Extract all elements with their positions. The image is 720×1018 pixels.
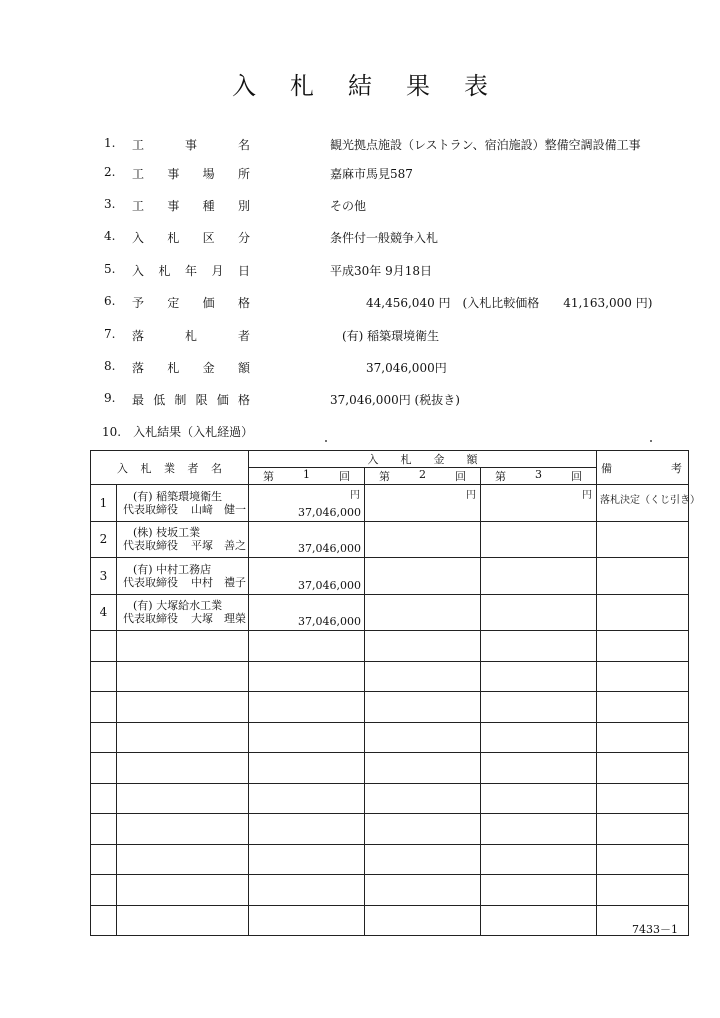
label-char: 最: [132, 393, 145, 407]
label-char: 落: [132, 361, 145, 375]
label-char: 者: [237, 329, 250, 343]
empty-cell: [91, 722, 117, 753]
representative-name: 平塚 善之: [191, 539, 246, 553]
row-number: 3: [91, 558, 117, 595]
empty-cell: [117, 905, 249, 936]
empty-cell: [481, 692, 597, 723]
label-char: 種: [202, 199, 215, 213]
label-char: 月: [211, 264, 224, 278]
empty-cell: [481, 661, 597, 692]
label-char: 低: [153, 393, 166, 407]
info-number: 1.: [104, 136, 116, 150]
round-part: 回: [571, 470, 582, 483]
header-char: 入: [367, 453, 379, 466]
label-char: 制: [174, 393, 187, 407]
info-label: [132, 294, 250, 311]
row-number: 1: [91, 485, 117, 522]
empty-cell: [365, 722, 481, 753]
header-remarks: [597, 451, 689, 485]
empty-cell: [117, 631, 249, 662]
empty-table-row: [91, 783, 689, 814]
round-3-amount: [481, 558, 597, 595]
info-value: 44,456,040 円 (入札比較価格 41,163,000 円): [330, 296, 653, 310]
info-row: [0, 359, 720, 379]
empty-cell: [117, 783, 249, 814]
info-label: [132, 391, 250, 408]
empty-table-row: [91, 722, 689, 753]
label-char: 分: [237, 231, 250, 245]
empty-cell: [365, 814, 481, 845]
header-round-1: [249, 468, 365, 485]
label-char: 場: [202, 167, 215, 181]
representative-title: 代表取締役: [123, 612, 178, 626]
info-label: [132, 262, 250, 279]
label-char: 札: [167, 361, 180, 375]
empty-cell: [117, 661, 249, 692]
empty-table-row: [91, 905, 689, 936]
remark-cell: 落札決定（くじ引き）: [597, 485, 689, 522]
label-char: 限: [195, 393, 208, 407]
label-char: 事: [167, 199, 180, 213]
empty-cell: [249, 692, 365, 723]
header-round-3: [481, 468, 597, 485]
label-char: 所: [237, 167, 250, 181]
info-value: 平成30年 9月18日: [330, 264, 432, 278]
label-char: 札: [167, 231, 180, 245]
title-char: 入: [232, 72, 290, 100]
empty-cell: [117, 692, 249, 723]
round-part: 2: [419, 468, 426, 481]
scan-speck: [650, 440, 652, 442]
info-value: (有) 稲築環境衛生: [330, 329, 440, 343]
label-char: 事: [184, 138, 197, 152]
empty-cell: [481, 814, 597, 845]
empty-cell: [91, 875, 117, 906]
representative: [123, 612, 248, 625]
representative-title: 代表取締役: [123, 502, 178, 516]
empty-cell: [91, 814, 117, 845]
label-char: 札: [184, 329, 197, 343]
empty-cell: [91, 905, 117, 936]
empty-cell: [249, 844, 365, 875]
round-2-amount: [365, 594, 481, 631]
header-char: 入: [117, 461, 128, 475]
section-10-heading: 10. 入札結果（入札経過）: [102, 425, 254, 439]
empty-cell: [597, 753, 689, 784]
bidder-cell: [117, 521, 249, 558]
round-2-amount: [365, 485, 481, 522]
label-char: 格: [237, 393, 250, 407]
info-row: [0, 327, 720, 347]
empty-cell: [249, 875, 365, 906]
bidder-cell: [117, 485, 249, 522]
round-2-amount: [365, 558, 481, 595]
label-char: 別: [237, 199, 250, 213]
header-char: 業: [164, 461, 175, 475]
label-char: 予: [132, 296, 145, 310]
empty-table-row: [91, 875, 689, 906]
round-part: 第: [379, 470, 390, 483]
info-label: [132, 359, 250, 376]
label-char: 区: [202, 231, 215, 245]
representative: [123, 576, 248, 589]
representative-name: 大塚 理榮: [191, 612, 246, 626]
round-3-amount: [481, 521, 597, 558]
representative-name: 山﨑 健一: [191, 502, 246, 516]
empty-cell: [597, 814, 689, 845]
empty-cell: [481, 753, 597, 784]
empty-cell: [249, 783, 365, 814]
label-char: 工: [132, 199, 145, 213]
empty-cell: [481, 844, 597, 875]
header-bid-amount: [249, 451, 597, 468]
title-char: 表: [464, 72, 522, 100]
bid-amount: 37,046,000: [298, 542, 361, 555]
label-char: 金: [202, 361, 215, 375]
empty-cell: [365, 661, 481, 692]
empty-cell: [117, 753, 249, 784]
bid-results-table: [90, 450, 700, 936]
empty-cell: [597, 875, 689, 906]
empty-cell: [91, 661, 117, 692]
info-number: 4.: [104, 229, 116, 243]
remark-cell: [597, 594, 689, 631]
info-row: [0, 262, 720, 282]
header-char: 額: [466, 453, 478, 466]
empty-cell: [365, 905, 481, 936]
label-char: 落: [132, 329, 145, 343]
round-part: 回: [455, 470, 466, 483]
empty-table-row: [91, 814, 689, 845]
header-char: 考: [671, 461, 682, 475]
round-part: 第: [495, 470, 506, 483]
info-value: 観光拠点施設（レストラン、宿泊施設）整備空調設備工事: [330, 138, 641, 152]
row-number: 2: [91, 521, 117, 558]
empty-cell: [249, 722, 365, 753]
scan-speck: [325, 440, 327, 442]
bidder-cell: [117, 558, 249, 595]
info-number: 6.: [104, 294, 116, 308]
header-bidder-name: [91, 451, 249, 485]
info-number: 7.: [104, 327, 116, 341]
empty-cell: [597, 783, 689, 814]
round-part: 回: [339, 470, 350, 483]
empty-cell: [481, 631, 597, 662]
round-1-amount: [249, 485, 365, 522]
representative: [123, 503, 248, 516]
bid-amount: 37,046,000: [298, 578, 361, 592]
info-label: [132, 165, 250, 182]
empty-cell: [249, 905, 365, 936]
info-row: [0, 165, 720, 185]
title-char: 果: [406, 72, 464, 100]
header-char: 札: [140, 461, 152, 475]
remark-cell: [597, 521, 689, 558]
header-round-2: [365, 468, 481, 485]
yen-unit: 円: [466, 490, 476, 501]
empty-cell: [597, 631, 689, 662]
header-char: 名: [211, 461, 222, 475]
empty-cell: [91, 692, 117, 723]
empty-cell: [249, 661, 365, 692]
label-char: 工: [132, 138, 145, 152]
empty-cell: [597, 661, 689, 692]
label-char: 額: [237, 361, 250, 375]
empty-cell: [365, 844, 481, 875]
round-3-amount: [481, 485, 597, 522]
empty-cell: [365, 783, 481, 814]
empty-cell: [117, 844, 249, 875]
empty-cell: [597, 692, 689, 723]
label-char: 札: [158, 264, 171, 278]
bid-amount: 37,046,000: [298, 505, 361, 519]
empty-cell: [249, 814, 365, 845]
info-value: その他: [330, 199, 367, 213]
title-char: 札: [290, 72, 348, 100]
empty-cell: [597, 722, 689, 753]
empty-cell: [365, 692, 481, 723]
info-row: [0, 294, 720, 314]
info-number: 2.: [104, 165, 116, 179]
info-label: [132, 229, 250, 246]
info-row: [0, 136, 720, 156]
yen-unit: 円: [582, 490, 592, 501]
label-char: 事: [167, 167, 180, 181]
empty-cell: [481, 783, 597, 814]
yen-unit: 円: [350, 490, 360, 501]
table-row: [91, 485, 689, 522]
info-value: 嘉麻市馬見587: [330, 167, 413, 181]
empty-table-row: [91, 844, 689, 875]
info-value: 条件付一般競争入札: [330, 231, 439, 245]
label-char: 価: [202, 296, 215, 310]
empty-cell: [481, 722, 597, 753]
info-label: [132, 197, 250, 214]
document-title: [0, 66, 720, 101]
empty-cell: [91, 753, 117, 784]
label-char: 定: [167, 296, 180, 310]
label-char: 名: [237, 138, 250, 152]
empty-cell: [91, 844, 117, 875]
info-label: [132, 327, 250, 344]
info-number: 5.: [104, 262, 116, 276]
empty-cell: [117, 875, 249, 906]
company-name: (有) 大塚給水工業: [133, 599, 223, 613]
label-char: 工: [132, 167, 145, 181]
header-char: 備: [601, 461, 612, 475]
info-row: [0, 229, 720, 249]
company-name: (有) 稲築環境衛生: [133, 489, 223, 503]
empty-cell: [365, 753, 481, 784]
empty-table-row: [91, 661, 689, 692]
empty-cell: [481, 905, 597, 936]
label-char: 年: [184, 264, 197, 278]
info-value: 37,046,000円: [330, 361, 447, 375]
empty-cell: [365, 631, 481, 662]
round-1-amount: [249, 594, 365, 631]
round-3-amount: [481, 594, 597, 631]
remark-cell: [597, 558, 689, 595]
empty-cell: [249, 631, 365, 662]
row-number: 4: [91, 594, 117, 631]
representative-name: 中村 禮子: [191, 575, 246, 589]
info-number: 8.: [104, 359, 116, 373]
empty-table-row: [91, 631, 689, 662]
empty-cell: [117, 814, 249, 845]
round-1-amount: [249, 521, 365, 558]
empty-cell: [117, 722, 249, 753]
empty-cell: [91, 631, 117, 662]
empty-cell: [249, 753, 365, 784]
empty-table-row: [91, 692, 689, 723]
info-number: 9.: [104, 391, 116, 405]
round-2-amount: [365, 521, 481, 558]
info-value: 37,046,000円 (税抜き): [330, 393, 460, 407]
table-row: [91, 594, 689, 631]
company-name: (有) 中村工務店: [133, 562, 212, 576]
round-part: 第: [263, 470, 274, 483]
round-1-amount: [249, 558, 365, 595]
label-char: 価: [216, 393, 229, 407]
empty-cell: [481, 875, 597, 906]
bid-amount: 37,046,000: [298, 615, 361, 628]
info-label: [132, 136, 250, 153]
table-row: [91, 521, 689, 558]
label-char: 日: [237, 264, 250, 278]
header-char: 者: [187, 461, 199, 475]
label-char: 入: [132, 264, 145, 278]
empty-cell: [597, 844, 689, 875]
representative-title: 代表取締役: [123, 575, 178, 589]
empty-cell: [365, 875, 481, 906]
company-name: (株) 枝坂工業: [133, 526, 201, 540]
round-part: 1: [303, 468, 310, 481]
representative: [123, 539, 248, 552]
bidder-cell: [117, 594, 249, 631]
info-row: [0, 197, 720, 217]
round-part: 3: [535, 468, 542, 481]
info-number: 3.: [104, 197, 116, 211]
page-number: 7433－1: [632, 923, 678, 936]
label-char: 格: [237, 296, 250, 310]
label-char: 入: [132, 231, 145, 245]
info-row: [0, 391, 720, 411]
table-row: [91, 558, 689, 595]
header-char: 金: [433, 453, 445, 466]
title-char: 結: [348, 72, 406, 100]
empty-cell: [91, 783, 117, 814]
representative-title: 代表取締役: [123, 539, 178, 553]
empty-table-row: [91, 753, 689, 784]
header-char: 札: [400, 453, 412, 466]
